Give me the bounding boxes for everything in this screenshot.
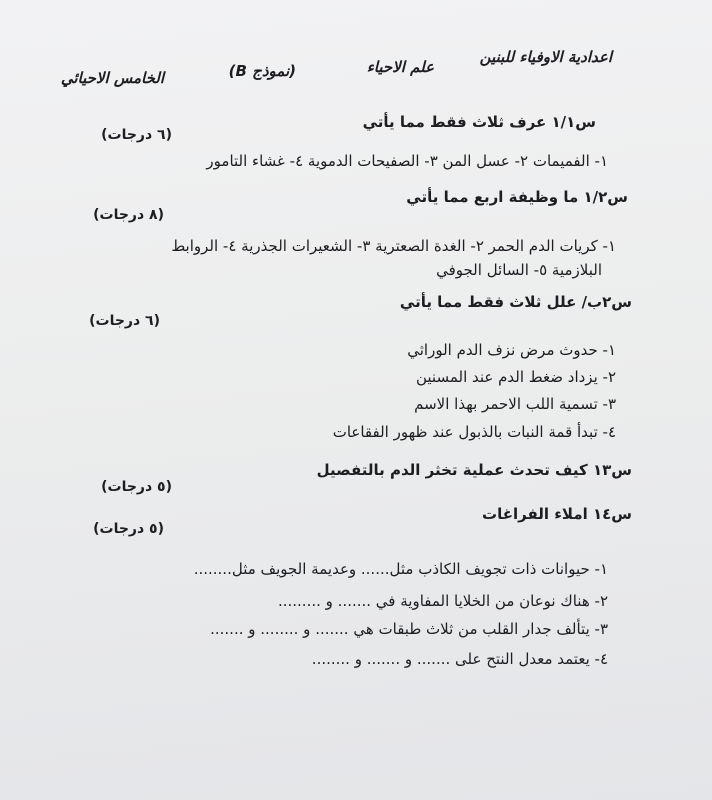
question-2b-item-3: ٣- تسمية اللب الاحمر بهذا الاسم xyxy=(414,395,616,413)
question-4-item-1: ١- حيوانات ذات تجويف الكاذب مثل...... وعديمة الجويف مثل........ xyxy=(193,560,608,578)
question-1a-line-1: ١- الفميمات ٢- عسل المن ٣- الصفيحات الدموية ٤- غشاء التامور xyxy=(206,152,608,170)
question-1b-line-1: ١- كريات الدم الحمر ٢- الغدة الصعترية ٣- الشعيرات الجذرية ٤- الروابط xyxy=(171,237,616,255)
question-4-item-3: ٣- يتألف جدار القلب من ثلاث طبقات هي ....... و ........ و ....... xyxy=(210,620,608,638)
question-2b-item-4: ٤- تبدأ قمة النبات بالذبول عند ظهور الفقاعات xyxy=(332,423,616,441)
question-4-marks: (٥ درجات) xyxy=(93,521,164,537)
question-1a-title: س١/١ عرف ثلاث فقط مما يأتي xyxy=(362,113,596,131)
question-1b-title: س١/٢ ما وظيفة اربع مما يأتي xyxy=(406,188,628,206)
question-2b-item-1: ١- حدوث مرض نزف الدم الوراثي xyxy=(407,341,616,359)
question-4-item-2: ٢- هناك نوعان من الخلايا المفاوية في ....... و ......... xyxy=(277,592,608,610)
grade-level: الخامس الاحيائي xyxy=(60,69,164,87)
subject-name: علم الاحياء xyxy=(366,58,434,76)
question-2b-item-2: ٢- يزداد ضغط الدم عند المسنين xyxy=(415,368,616,386)
question-2b-title: س٢ب/ علل ثلاث فقط مما يأتي xyxy=(399,293,632,311)
question-1b-marks: (٨ درجات) xyxy=(93,207,164,223)
question-3-title: س١٣ كيف تحدث عملية تخثر الدم بالتفصيل xyxy=(316,461,632,479)
question-1b-line-2: البلازمية ٥- السائل الجوفي xyxy=(436,261,602,279)
question-4-item-4: ٤- يعتمد معدل النتح على ....... و ....... و ........ xyxy=(311,650,608,668)
school-name: اعدادية الاوفياء للبنين xyxy=(479,48,612,66)
question-4-title: س١٤ املاء الفراغات xyxy=(482,505,632,523)
question-3-marks: (٥ درجات) xyxy=(101,479,172,495)
exam-model: (نموذج B) xyxy=(228,62,296,80)
question-2b-marks: (٦ درجات) xyxy=(89,313,160,329)
question-1a-marks: (٦ درجات) xyxy=(101,127,172,143)
